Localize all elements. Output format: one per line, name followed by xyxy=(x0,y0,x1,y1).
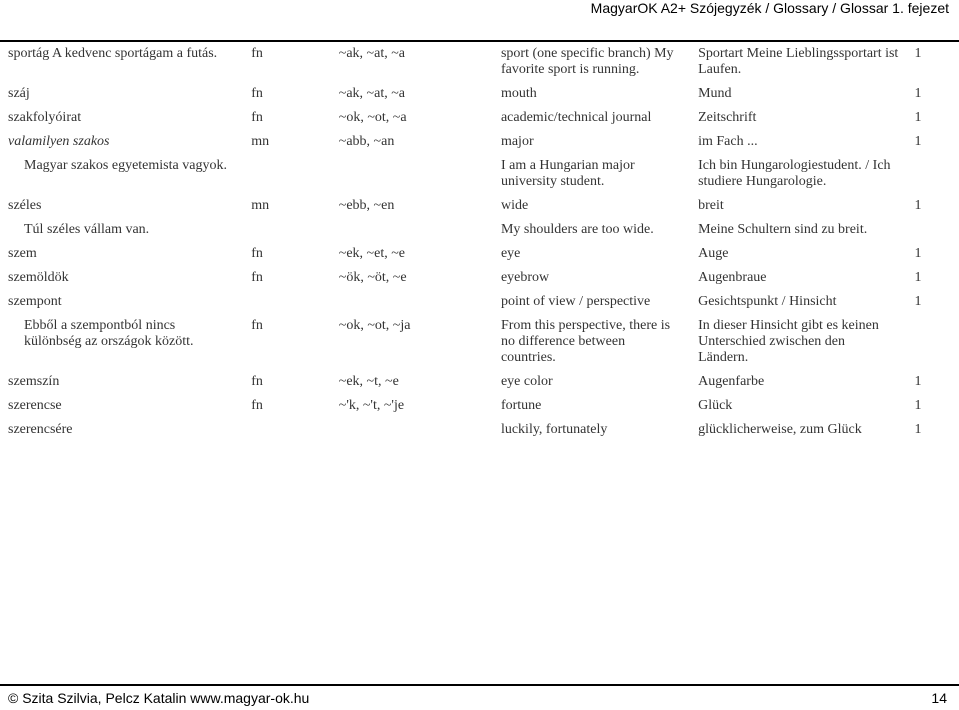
cell-ch: 1 xyxy=(914,46,922,61)
table-row xyxy=(0,194,959,218)
cell-de: Augenbraue xyxy=(698,270,767,285)
cell-ch: 1 xyxy=(914,294,922,309)
cell-pos: fn xyxy=(251,110,263,125)
cell-hu: szem xyxy=(8,246,37,261)
cell-hu: Ebből a szempontból nincs különbség az országok között. xyxy=(24,318,194,349)
cell-hu: szerencsére xyxy=(8,422,73,437)
cell-hu: valamilyen szakos xyxy=(8,134,110,149)
cell-hu: szemöldök xyxy=(8,270,69,285)
table-row xyxy=(0,218,959,242)
footer xyxy=(0,684,959,710)
cell-ch: 1 xyxy=(914,86,922,101)
cell-pos xyxy=(243,290,331,314)
cell-hu: Magyar szakos egyetemista vagyok. xyxy=(24,158,227,173)
cell-ch: 1 xyxy=(914,110,922,125)
cell-pos xyxy=(243,154,331,194)
cell-en: point of view / perspective xyxy=(500,294,651,309)
cell-ch: 1 xyxy=(914,374,922,389)
cell-ch xyxy=(907,314,959,370)
cell-pos: fn xyxy=(251,46,263,61)
cell-suffix: ~ök, ~öt, ~e xyxy=(338,270,407,285)
page-header: MagyarOK A2+ Szójegyzék / Glossary / Glossar 1. fejezet xyxy=(590,0,949,16)
cell-en: eyebrow xyxy=(500,270,550,285)
cell-suffix xyxy=(331,418,493,442)
cell-en: mouth xyxy=(500,86,537,101)
cell-hu: Túl széles vállam van. xyxy=(24,222,150,237)
cell-ch xyxy=(907,218,959,242)
cell-en: luckily, fortunately xyxy=(500,422,608,437)
table-row xyxy=(0,106,959,130)
cell-en: From this perspective, there is no difference between countries. xyxy=(500,318,671,365)
cell-pos: fn xyxy=(251,246,263,261)
footer-copyright: © Szita Szilvia, Pelcz Katalin www.magyar-ok.hu xyxy=(8,690,310,706)
cell-en: I am a Hungarian major university student. xyxy=(500,158,635,189)
cell-de: glücklicherweise, zum Glück xyxy=(698,422,862,437)
cell-pos xyxy=(243,418,331,442)
cell-en: sport (one specific branch) My favorite sport is running. xyxy=(500,46,674,77)
cell-ch: 1 xyxy=(914,270,922,285)
cell-ch: 1 xyxy=(914,246,922,261)
cell-ch: 1 xyxy=(914,422,922,437)
cell-de: Glück xyxy=(698,398,733,413)
cell-pos: fn xyxy=(251,398,263,413)
cell-pos: mn xyxy=(251,134,270,149)
cell-suffix: ~ebb, ~en xyxy=(338,198,395,213)
cell-pos: fn xyxy=(251,270,263,285)
cell-suffix: ~ak, ~at, ~a xyxy=(338,86,406,101)
cell-suffix: ~ak, ~at, ~a xyxy=(338,46,406,61)
cell-ch: 1 xyxy=(914,134,922,149)
cell-de: Augenfarbe xyxy=(698,374,765,389)
cell-pos: fn xyxy=(251,86,263,101)
cell-suffix: ~ek, ~t, ~e xyxy=(338,374,399,389)
cell-pos: fn xyxy=(251,318,263,333)
cell-suffix xyxy=(331,218,493,242)
cell-en: academic/technical journal xyxy=(500,110,652,125)
cell-pos xyxy=(243,218,331,242)
cell-ch: 1 xyxy=(914,398,922,413)
page-number: 14 xyxy=(931,690,947,706)
cell-ch xyxy=(907,154,959,194)
table-row xyxy=(0,314,959,370)
table-row xyxy=(0,82,959,106)
table-row xyxy=(0,266,959,290)
cell-en: wide xyxy=(500,198,529,213)
cell-ch: 1 xyxy=(914,198,922,213)
cell-hu: szemszín xyxy=(8,374,60,389)
cell-de: Gesichtspunkt / Hinsicht xyxy=(698,294,837,309)
table-row xyxy=(0,394,959,418)
cell-de: Meine Schultern sind zu breit. xyxy=(698,222,868,237)
table-row xyxy=(0,154,959,194)
cell-suffix: ~ok, ~ot, ~a xyxy=(338,110,407,125)
cell-suffix: ~ok, ~ot, ~ja xyxy=(338,318,411,333)
cell-suffix: ~'k, ~'t, ~'je xyxy=(338,398,405,413)
cell-de: Sportart Meine Lieblingssportart ist Laufen. xyxy=(698,46,899,77)
cell-hu: szempont xyxy=(8,294,62,309)
cell-de: Mund xyxy=(698,86,732,101)
table-row xyxy=(0,242,959,266)
table-row xyxy=(0,290,959,314)
cell-suffix xyxy=(331,154,493,194)
cell-suffix xyxy=(331,290,493,314)
cell-suffix: ~abb, ~an xyxy=(338,134,395,149)
table-row xyxy=(0,418,959,442)
cell-hu: sportág A kedvenc sportágam a futás. xyxy=(8,46,218,61)
cell-suffix: ~ek, ~et, ~e xyxy=(338,246,406,261)
table-row xyxy=(0,130,959,154)
cell-de: breit xyxy=(698,198,724,213)
table-row xyxy=(0,41,959,82)
cell-en: eye color xyxy=(500,374,553,389)
cell-pos: mn xyxy=(251,198,270,213)
cell-hu: száj xyxy=(8,86,30,101)
cell-hu: szerencse xyxy=(8,398,62,413)
cell-en: major xyxy=(500,134,534,149)
table-row xyxy=(0,370,959,394)
cell-de: Zeitschrift xyxy=(698,110,757,125)
cell-en: eye xyxy=(500,246,521,261)
cell-pos: fn xyxy=(251,374,263,389)
cell-de: In dieser Hinsicht gibt es keinen Unterschied zwischen den Ländern. xyxy=(698,318,879,365)
cell-en: fortune xyxy=(500,398,542,413)
glossary-table xyxy=(0,40,959,442)
cell-de: Ich bin Hungarologiestudent. / Ich studiere Hungarologie. xyxy=(698,158,891,189)
cell-de: Auge xyxy=(698,246,729,261)
cell-en: My shoulders are too wide. xyxy=(500,222,654,237)
cell-hu: széles xyxy=(8,198,42,213)
cell-de: im Fach ... xyxy=(698,134,758,149)
cell-hu: szakfolyóirat xyxy=(8,110,82,125)
